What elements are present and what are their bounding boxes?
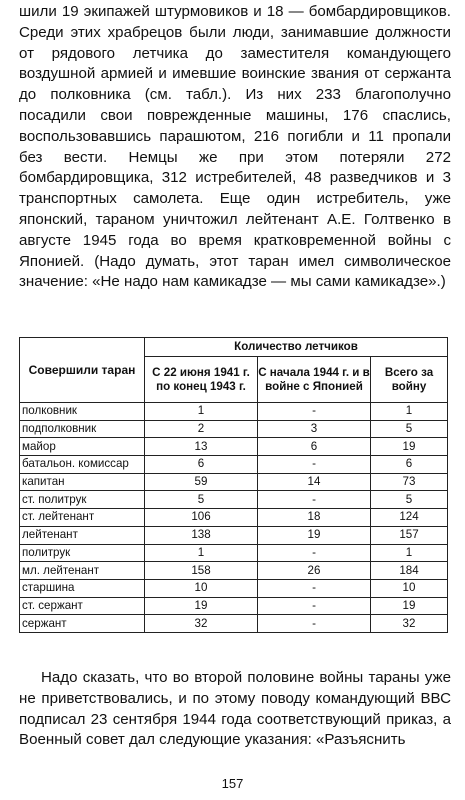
count-1941-1943-cell: 106 [145,509,258,527]
count-1941-1943-cell: 158 [145,562,258,580]
count-1944-japan-cell: - [258,456,371,474]
rank-cell: майор [20,438,145,456]
page-number: 157 [221,776,244,791]
table-row [20,473,448,491]
table-row [20,615,448,633]
count-1944-japan-cell: 6 [258,438,371,456]
count-1941-1943-cell: 13 [145,438,258,456]
count-total-cell: 32 [371,615,448,633]
table-row [20,562,448,580]
count-1944-japan-cell: - [258,544,371,562]
table-row [20,403,448,421]
rank-column-header: Совершили таран [20,338,145,403]
count-total-cell: 184 [371,562,448,580]
count-total-cell: 157 [371,526,448,544]
table-row [20,597,448,615]
rank-cell: ст. лейтенант [20,509,145,527]
count-1941-1943-cell: 32 [145,615,258,633]
table-row [20,420,448,438]
count-total-cell: 10 [371,579,448,597]
count-1941-1943-cell: 138 [145,526,258,544]
count-1941-1943-cell: 10 [145,579,258,597]
pilot-count-group-header: Количество летчиков [145,338,448,357]
count-1944-japan-cell: - [258,491,371,509]
pilots-ramming-table [19,337,448,633]
count-1941-1943-cell: 1 [145,403,258,421]
count-1944-japan-cell: - [258,597,371,615]
count-total-cell: 19 [371,597,448,615]
table-row [20,456,448,474]
rank-cell: лейтенант [20,526,145,544]
count-1941-1943-cell: 5 [145,491,258,509]
period-1944-japan-header: С начала 1944 г. и в войне с Японией [258,357,371,403]
rank-cell: капитан [20,473,145,491]
count-total-cell: 6 [371,456,448,474]
rank-cell: сержант [20,615,145,633]
rank-cell: мл. лейтенант [20,562,145,580]
rank-cell: старшина [20,579,145,597]
count-1944-japan-cell: - [258,615,371,633]
table-body [20,403,448,633]
count-total-cell: 124 [371,509,448,527]
period-1941-1943-header: С 22 июня 1941 г. по конец 1943 г. [145,357,258,403]
table-row [20,491,448,509]
count-1941-1943-cell: 19 [145,597,258,615]
count-total-cell: 1 [371,544,448,562]
count-1944-japan-cell: - [258,579,371,597]
count-total-cell: 5 [371,420,448,438]
rank-cell: батальон. комиссар [20,456,145,474]
count-1944-japan-cell: 18 [258,509,371,527]
table-row [20,579,448,597]
count-1944-japan-cell: 19 [258,526,371,544]
table-header-row-1 [20,338,448,357]
rank-cell: ст. сержант [20,597,145,615]
count-1944-japan-cell: 3 [258,420,371,438]
table-row [20,544,448,562]
rank-cell: подполковник [20,420,145,438]
paragraph-top: шили 19 экипажей штурмовиков и 18 — бомбардировщиков. Среди этих храбрецов были люди, занимавшие должности от рядового летчика до заместителя командующего воздушной армией и имевшие воинские звания от сержанта до полковника (см. табл.). Из них 233 благополучно посадили свои поврежденные машины, 176 спаслись, воспользовавшись парашютом, 216 погибли и 11 пропали без вести. Немцы же при этом потеряли 272 бомбардировщика, 312 истребителей, 48 разведчиков и 3 транспортных самолета. Еще один истребитель, уже японский, тараном уничтожил лейтенант А.Е. Голтвенко в августе 1945 года во время кратковременной войны с Японией. (Надо думать, этот таран имел символическое значение: «Не надо нам камикадзе — мы сами камикадзе».) [19,3,451,291]
paragraph-bottom: Надо сказать, что во второй половине войны тараны уже не приветствовались, и по этому поводу командующий ВВС подписал 23 сентября 1944 года соответствующий приказ, а Военный совет дал следующие указания: «Разъяснить [19,669,451,749]
table-row [20,509,448,527]
count-1941-1943-cell: 2 [145,420,258,438]
table-row [20,526,448,544]
count-1941-1943-cell: 1 [145,544,258,562]
count-total-cell: 1 [371,403,448,421]
table-row [20,438,448,456]
count-total-cell: 73 [371,473,448,491]
count-1944-japan-cell: - [258,403,371,421]
count-1941-1943-cell: 6 [145,456,258,474]
rank-cell: полковник [20,403,145,421]
count-total-cell: 19 [371,438,448,456]
rank-cell: ст. политрук [20,491,145,509]
count-1941-1943-cell: 59 [145,473,258,491]
pilots-table-container [19,337,447,633]
total-header: Всего за войну [371,357,448,403]
count-1944-japan-cell: 26 [258,562,371,580]
count-1944-japan-cell: 14 [258,473,371,491]
count-total-cell: 5 [371,491,448,509]
rank-cell: политрук [20,544,145,562]
